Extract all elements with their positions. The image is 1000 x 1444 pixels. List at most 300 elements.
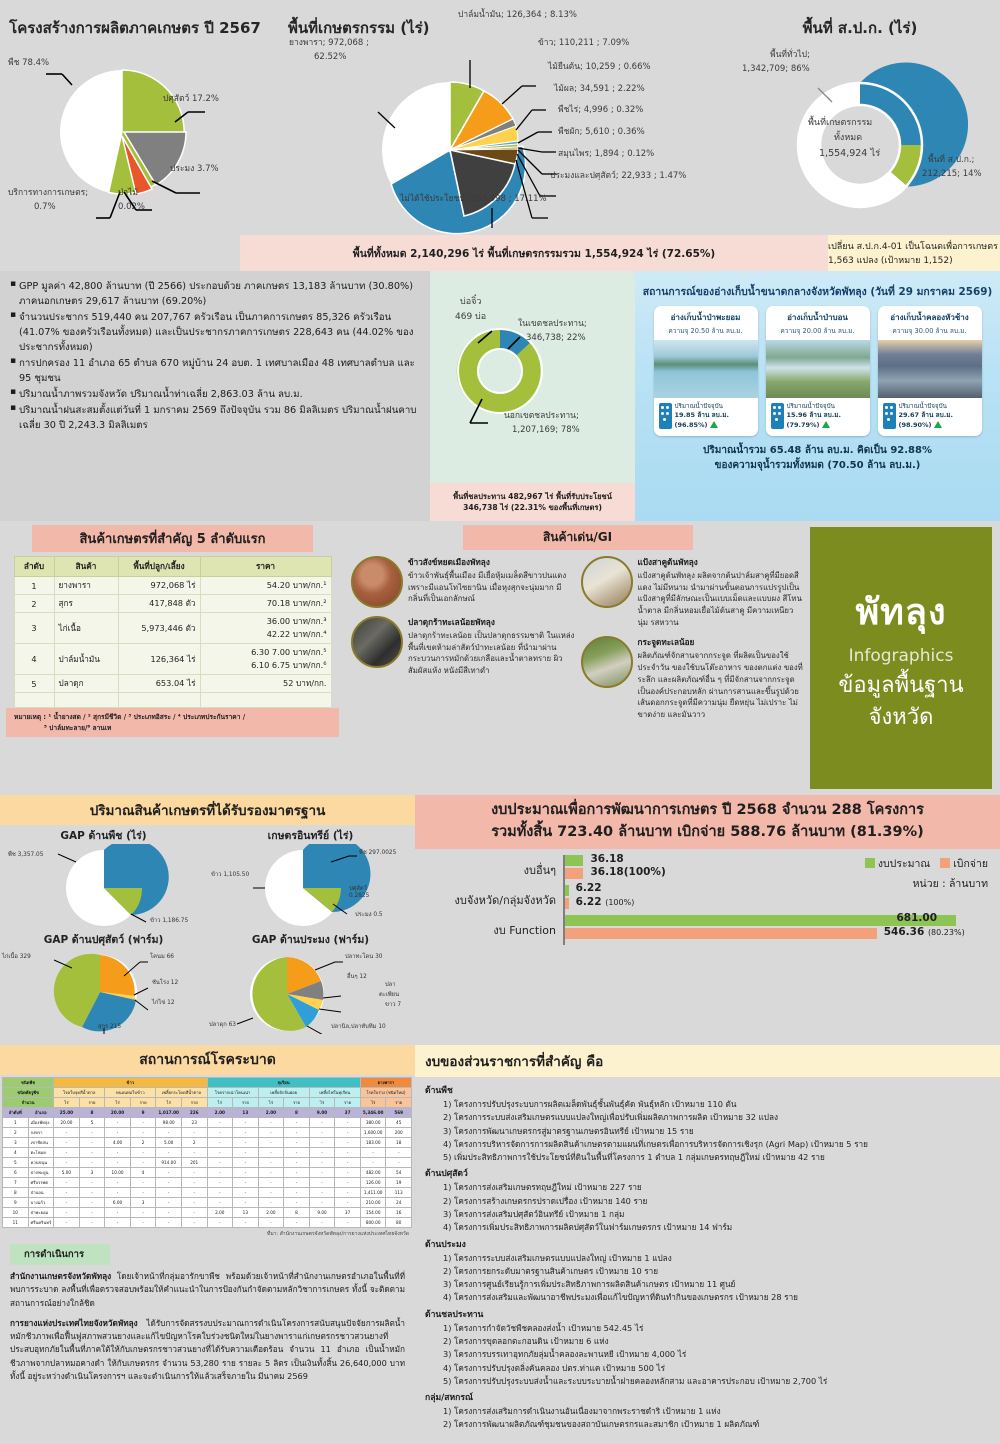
operations-panel [0, 1238, 415, 1383]
budget-bar-spent [565, 898, 569, 909]
cell-value: - [105, 1118, 131, 1128]
legend-budget-label: งบประมาณ [877, 857, 931, 870]
budget-value-spent: 546.36 (80.23%) [883, 925, 965, 938]
cell-amphoe: กงหรา [28, 1128, 54, 1138]
products-gi-row [0, 521, 1000, 795]
gap-organic-label-4: ประมง 0.5 [355, 912, 383, 918]
cell-value: 210.00 [360, 1198, 386, 1208]
up-triangle-icon [710, 421, 718, 428]
cell-value: - [130, 1218, 156, 1228]
reservoir-photo [654, 340, 758, 398]
chart1-title: โครงสร้างการผลิตภาคเกษตร ปี 2567 [9, 19, 261, 37]
pond-label: บ่อจิ๋ว [460, 297, 482, 307]
chart2-label-fieldcrop: พืชไร่; 4,996 ; 0.32% [558, 105, 644, 115]
cell-no: 1 [3, 1118, 29, 1128]
budget-bar-spent [565, 928, 877, 939]
brand-subtitle: Infographics [848, 645, 954, 666]
cell-value: - [360, 1158, 386, 1168]
op2-text: ได้รับการจัดสรรงบประมาณการดำเนินโครงการสนับสนุนปัจจัยการผลิตน้ำหมักชีวภาพเพื่อฟื้นฟูสภาพสวนยางและแก้ไขปัญหาโรคใบร่วงชนิดใหม่ในยางพาราแก่เกษตรกรชาวสวนยางที่ประสบอุทกภัยในพื้นที่ภาคใต้ให้กับเกษตรกรชาวสวนยางที่ได้รับความเดือดร้อน จำนวน 11 อำเภอ เป็นน้ำหมักชีวภาพจากปลาหมอคางดำ ให้กับเกษตรกร จำนวน 53,280 ราย รายละ 5 ลิตร เป็นเงินทั้งสิ้น 26,640,000 บาท ทั้งนี้ อยู่ระหว่างดำเนินโครงการฯ และจะดำเนินการให้แล้วเสร็จภายใน มีนาคม 2569 [10, 1317, 405, 1381]
cell-value: - [79, 1198, 105, 1208]
gi-desc: แป้งสาคูต้นพัทลุง ผลิตจากต้นปาล์มสาคูที่มียอดสีแดง ไม่มีหนาม นำมาผ่านขั้นตอนการแปรรูปเป็นแป้งสาคูที่มีลักษณะเป็นแบบเม็ดและแบบผง สีโทนน้ำตาล มีกลิ่นหอมเยื่อไม้ต้นสาคู มีความเหนียว นุ่ม รสหวาน [637, 571, 802, 627]
cell-value: - [233, 1158, 259, 1168]
table-header-row [3, 1098, 412, 1108]
gi-item [351, 616, 575, 677]
products-footnote [6, 708, 339, 737]
reservoir-card [878, 306, 982, 436]
cell-no: 7 [3, 1178, 29, 1188]
chart1-label-forest: ป่าไม้ [118, 188, 139, 198]
table-header-row [3, 1078, 412, 1088]
project-item: 2) โครงการยกระดับมาตรฐานสินค้าเกษตร เป้าหมาย 10 ราย [443, 1265, 659, 1276]
th-unit-rai: ไร่ [156, 1098, 182, 1108]
th-no: ลำดับที่ [3, 1108, 29, 1118]
cell-value: - [54, 1148, 80, 1158]
cell-value: - [309, 1138, 335, 1148]
gi-products-panel [345, 521, 810, 795]
current-volume-pct: (79.79%) [787, 421, 842, 430]
disease-source: ที่มา: สำนักงานเกษตรจังหวัดพัทลุง/การยางแห่งประเทศไทยจังหวัด [267, 1231, 409, 1237]
cell-price: 54.20 บาท/กก.¹ [200, 577, 331, 595]
cell-product: ไก่เนื้อ [54, 613, 118, 644]
cell-value: - [258, 1128, 284, 1138]
cell-no: 10 [3, 1208, 29, 1218]
cell-value: - [284, 1168, 310, 1178]
gap-organic-label-2: ข้าว 1,105.50 [211, 872, 250, 878]
cell-value: - [335, 1118, 361, 1128]
total-cell: 226 [181, 1108, 207, 1118]
th-amount: จำนวน [3, 1098, 54, 1108]
total-cell: 5,346.00 [360, 1108, 386, 1118]
gap-livestock-label-5: สุกร 215 [98, 1024, 122, 1030]
cell-rank: 3 [14, 613, 54, 644]
th-pest-4: โรครากเน่าโคนเน่า [207, 1088, 258, 1098]
cell-value: - [309, 1148, 335, 1158]
cell-value: - [130, 1148, 156, 1158]
summary-banner [0, 235, 1000, 271]
cell-value: - [258, 1198, 284, 1208]
cell-no: 9 [3, 1198, 29, 1208]
gap-fishery-label-4: ปลานิล,ปลาทับทิม 10 [331, 1024, 386, 1030]
cell-value: - [284, 1148, 310, 1158]
budget-bar-allocated [565, 855, 583, 866]
cell-area: 5,973,446 ตัว [118, 613, 200, 644]
chart1-label-forest-pct: 0.02% [118, 202, 146, 212]
cell-value: 80 [386, 1218, 412, 1228]
project-item: 5) โครงการปรับปรุงระบบส่งน้ำและระบบระบายน้ำฝายคลองหลักสาม และอาคารประกอบ เป้าหมาย 2,700 ไร่ [443, 1375, 828, 1386]
chart2-label-rubber-pct: 62.52% [314, 52, 347, 62]
banner-spk-conversion: เปลี่ยน ส.ป.ก.4-01 เป็นโฉนดเพื่อการเกษตร 1,563 แปลง (เป้าหมาย 1,152) [828, 235, 1000, 271]
gap-livestock-chart [0, 929, 207, 1033]
gi-desc: ปลาดุกร้าทะเลน้อย เป็นปลาดุกธรรมชาติ ในแหล่งพื้นที่เขตห้ามล่าสัตว์ป่าทะเลน้อย ที่นำมาผ่านกระบวนการหมักด้วยเกลือและน้ำตาลทราย ผิวสัมผัสแห้ง หนังมีสีเทาดำ [408, 631, 575, 676]
table-row [14, 644, 331, 675]
project-group-title: ด้านชลประทาน [425, 1309, 484, 1320]
chart2-label-palm: ปาล์มน้ำมัน; 126,364 ; 8.13% [458, 10, 577, 20]
cell-value: - [258, 1218, 284, 1228]
cell-value: - [207, 1198, 233, 1208]
project-item: 5) เพิ่มประสิทธิภาพการใช้ประโยชน์ที่ดินในพื้นที่โครงการ 1 ตำบล 1 กลุ่มเกษตรทฤษฎีใหม่ เป้าหมาย 42 ราย [443, 1152, 825, 1163]
project-item: 3) โครงการบรรเทาอุทกภัยลุ่มน้ำคลองละพานหยี เป้าหมาย 4,000 ไร่ [443, 1349, 687, 1360]
cell-value: 5.00 [54, 1168, 80, 1178]
cell-value: - [79, 1218, 105, 1228]
th-price: ราคา [200, 557, 331, 577]
th-rice-group: ข้าว [54, 1078, 207, 1088]
table-row [14, 577, 331, 595]
agri-area-chart [270, 0, 720, 235]
cell-value: - [207, 1118, 233, 1128]
cell-no: 8 [3, 1188, 29, 1198]
reservoir-footer [766, 398, 870, 436]
cell-value: 2 [181, 1138, 207, 1148]
table-row [3, 1158, 412, 1168]
table-row [3, 1138, 412, 1148]
budget-header-line2: รวมทั้งสิ้น 723.40 ล้านบาท เบิกจ่าย 588.76 ล้านบาท (81.39%) [491, 823, 924, 840]
gap-organic-caption: เกษตรอินทรีย์ (ไร่) [267, 830, 354, 842]
total-cell: 8 [79, 1108, 105, 1118]
cell-value: - [335, 1168, 361, 1178]
cell-amphoe: ป่าพะยอม [28, 1208, 54, 1218]
cell-value: - [181, 1178, 207, 1188]
budget-row [415, 852, 990, 885]
total-cell: 8 [284, 1108, 310, 1118]
cell-value: - [335, 1178, 361, 1188]
cell-value: 16 [386, 1208, 412, 1218]
current-volume-label: ปริมาณน้ำปัจจุบัน [898, 403, 947, 410]
chart3-title: พื้นที่ ส.ป.ก. (ไร่) [802, 19, 918, 37]
table-row [14, 613, 331, 644]
reservoir-title: สถานการณ์ของอ่างเก็บน้ำขนาดกลางจังหวัดพัทลุง (วันที่ 29 มกราคม 2569) [642, 286, 993, 298]
cell-value: - [284, 1128, 310, 1138]
cell-value: 4 [130, 1168, 156, 1178]
cell-value: - [335, 1138, 361, 1148]
brand-desc-line2: จังหวัด [868, 704, 934, 730]
th-unit-rai: ไร่ [360, 1098, 386, 1108]
th-unit-ray: ราย [284, 1098, 310, 1108]
gap-livestock-label-4: ไก่ไข่ 12 [152, 1000, 175, 1006]
budget-bar-spent [565, 868, 583, 879]
th-pest-6: เพลี้ยไฟในทุเรียน [309, 1088, 360, 1098]
cell-value: - [105, 1178, 131, 1188]
disease-table-body [3, 1118, 412, 1228]
cell-value: - [207, 1188, 233, 1198]
cell-value: 20.00 [54, 1118, 80, 1128]
project-group-title: ด้านประมง [425, 1239, 466, 1250]
current-volume-pct: (96.85%) [675, 421, 730, 430]
th-unit-rai: ไร่ [258, 1098, 284, 1108]
budget-row-label: งบอื่นๆ [523, 863, 556, 877]
cell-value: 2 [130, 1138, 156, 1148]
chart1-label-fishery: ประมง 3.7% [170, 164, 219, 174]
budget-value-allocated: 36.18 [590, 852, 624, 865]
th-durian-group: ทุเรียน [207, 1078, 360, 1088]
catfish-photo-icon [351, 616, 403, 668]
cell-value: - [105, 1188, 131, 1198]
cell-value: - [79, 1188, 105, 1198]
gap-charts-grid [0, 825, 415, 1033]
cell-value: 2.00 [207, 1208, 233, 1218]
cell-value: - [54, 1218, 80, 1228]
cell-value: - [105, 1158, 131, 1168]
chart2-label-rice: ข้าว; 110,211 ; 7.09% [538, 38, 630, 48]
province-name: พัทลุง [855, 591, 947, 633]
cell-value: 54 [386, 1168, 412, 1178]
table-row [3, 1128, 412, 1138]
brand-box [810, 527, 992, 789]
gap-crops-label-1: พืช 3,357.05 [8, 852, 44, 858]
th-unit-rai: ไร่ [207, 1098, 233, 1108]
cell-no: 5 [3, 1158, 29, 1168]
cell-value: - [181, 1128, 207, 1138]
project-item: 1) โครงการระบบส่งเสริมเกษตรแบบแปลงใหญ่ เป้าหมาย 1 แปลง [443, 1252, 672, 1263]
total-cell: 2.00 [207, 1108, 233, 1118]
cell-value: 200 [386, 1128, 412, 1138]
reservoir-name: อ่างเก็บน้ำป่าบอน [787, 313, 848, 322]
chart2-label-livestock-fishery: ประมงและปศุสัตว์; 22,933 ; 1.47% [550, 171, 687, 181]
th-unit-ray: ราย [386, 1098, 412, 1108]
table-row [3, 1208, 412, 1218]
gi-name: ปลาดุกร้าทะเลน้อยพัทลุง [408, 617, 495, 627]
chart3-label-spk-val: 212,215; 14% [922, 169, 982, 179]
cell-value: - [335, 1128, 361, 1138]
project-item: 2) โครงการระบบส่งเสริมเกษตรแบบแปลงใหญ่เพื่อปรับเพิ่มผลิตภาพการผลิต เป้าหมาย 32 แปลง [443, 1112, 779, 1123]
reservoir-summary-line2: ของความจุน้ำรวมทั้งหมด (70.50 ล้าน ลบ.ม.) [714, 459, 921, 471]
cell-rank: 5 [14, 675, 54, 693]
chart3-label-general-val: 1,342,709; 86% [742, 64, 810, 74]
project-item: 4) โครงการปรับปรุงตลิ่งคันคลอง ปตร.ท่าแค เป้าหมาย 500 ไร่ [443, 1362, 666, 1373]
gap-fishery-label-3b: ตะเพียน [379, 992, 400, 998]
gap-title: ปริมาณสินค้าเกษตรที่ได้รับรองมาตรฐาน [0, 795, 415, 825]
project-item: 1) โครงการปรับปรุงระบบการผลิตเมล็ดพันธุ์ชั้นพันธุ์คัด พันธุ์หลัก เป้าหมาย 110 ตัน [443, 1099, 737, 1109]
table-row [3, 1218, 412, 1228]
budget-panel [415, 795, 1000, 1045]
cell-value: - [105, 1148, 131, 1158]
cell-value: - [156, 1128, 182, 1138]
cell-value: - [335, 1198, 361, 1208]
budget-row-label: งบ Function [493, 923, 556, 937]
cell-value: 5 [79, 1118, 105, 1128]
gi-column-right [581, 556, 805, 729]
th-unit-rai: ไร่ [54, 1098, 80, 1108]
cell-value: 3 [130, 1198, 156, 1208]
cell-area: 653.04 ไร่ [118, 675, 200, 693]
cell-value: - [54, 1188, 80, 1198]
cell-value: - [335, 1158, 361, 1168]
cell-value: - [309, 1188, 335, 1198]
cell-value: - [207, 1168, 233, 1178]
chart3-label-general: พื้นที่ทั่วไป; [770, 50, 810, 60]
cell-value: 18 [386, 1138, 412, 1148]
gi-text [408, 616, 575, 677]
cell-no: 11 [3, 1218, 29, 1228]
disease-projects-row [0, 1045, 1000, 1444]
banner-spacer [0, 235, 240, 271]
th-unit-ray: ราย [335, 1098, 361, 1108]
project-item: 2) โครงการพัฒนาผลิตภัณฑ์ชุมชนของสถาบันเกษตรกรและสมาชิก เป้าหมาย 1 ผลิตภัณฑ์ [443, 1419, 760, 1430]
gi-desc: ข้าวเจ้าพันธุ์พื้นเมือง มีเยื่อหุ้มเมล็ดสีขาวปนแดง เพราะมีแอนโทไซยานิน เมื่อหุงสุกจะนุ่มมาก มีกลิ่นที่เป็นเอกลักษณ์ [408, 571, 567, 604]
budget-header-line1: งบประมาณเพื่อการพัฒนาการเกษตร ปี 2568 จำนวน 288 โครงการ [491, 802, 924, 818]
krajood-photo-icon [581, 636, 633, 688]
cell-value: - [54, 1158, 80, 1168]
table-total-row [3, 1108, 412, 1118]
cell-value: - [156, 1178, 182, 1188]
th-pest-7: โรคใบร่วง (ชนิดใหม่) [360, 1088, 411, 1098]
cell-value: - [258, 1158, 284, 1168]
gap-organic-label-1: พืช 297.0025 [359, 850, 397, 856]
chart2-title: พื้นที่เกษตรกรรม (ไร่) [288, 19, 430, 37]
cell-value: - [54, 1128, 80, 1138]
cell-value: - [284, 1188, 310, 1198]
cell-value: - [233, 1148, 259, 1158]
budget-unit: หน่วย : ล้านบาท [912, 877, 988, 890]
reservoir-stats [899, 402, 954, 430]
gap-crops-label-2: ข้าว 1,186.75 [150, 918, 189, 924]
disease-title: สถานการณ์โรคระบาด [0, 1045, 415, 1075]
total-cell: 9 [130, 1108, 156, 1118]
th-rubber-group: ยางพารา [360, 1078, 411, 1088]
cell-price: 36.00 บาท/กก.³ 42.22 บาท/กก.⁴ [200, 613, 331, 644]
gap-fishery-label-2: อื่นๆ 12 [347, 974, 367, 980]
cell-value: - [309, 1118, 335, 1128]
gpp-item: ▪ จำนวนประชากร 519,440 คน 207,767 ครัวเรือน เป็นภาคการเกษตร 85,326 ครัวเรือน (41.07% ของครัวเรือนทั้งหมด) และเป็นประชากรภาคการเกษตร 228,643 คน (44.02% ของประชากรทั้งหมด) [10, 310, 420, 355]
cell-value: - [207, 1148, 233, 1158]
cell-value: - [233, 1168, 259, 1178]
cell-value: - [156, 1208, 182, 1218]
chart3-center-line2: ทั้งหมด [834, 133, 863, 143]
cell-value: - [156, 1168, 182, 1178]
project-item: 1) โครงการส่งเสริมการดำเนินงานอันเนื่องมาจากพระราชดำริ เป้าหมาย 1 แห่ง [443, 1406, 721, 1417]
top-products-title: สินค้าเกษตรที่สำคัญ 5 ลำดับแรก [32, 525, 313, 552]
gpp-facts-panel [0, 271, 430, 521]
gpp-item: ▪ การปกครอง 11 อำเภอ 65 ตำบล 670 หมู่บ้าน 24 อบต. 1 เทศบาลเมือง 48 เทศบาลตำบล และ 95 ชุมชน [10, 356, 420, 386]
cell-no: 3 [3, 1138, 29, 1148]
chart2-label-vegetable: พืชผัก; 5,610 ; 0.36% [558, 127, 645, 137]
gap-fishery-label-1: ปลาทะโดน 30 [345, 954, 383, 960]
gpp-item: ▪ ปริมาณน้ำภาพรวมจังหวัด ปริมาณน้ำท่าเฉลี่ย 2,863.03 ล้าน ลบ.ม. [10, 387, 420, 402]
cell-value: - [233, 1218, 259, 1228]
cell-value: 380.00 [360, 1118, 386, 1128]
chart2-pie [270, 40, 720, 240]
irrigation-note [430, 483, 635, 521]
gi-text [638, 556, 805, 628]
top-products-table [14, 556, 332, 708]
th-product: สินค้า [54, 557, 118, 577]
cell-value: 37 [335, 1208, 361, 1218]
cell-area: 417,848 ตัว [118, 595, 200, 613]
gpp-list [10, 279, 420, 433]
table-row [3, 1198, 412, 1208]
reservoir-footer [654, 398, 758, 436]
cell-value: - [258, 1138, 284, 1148]
gap-livestock-label-3: ชันโรง 12 [152, 980, 179, 986]
in-irrigation-label: ในเขตชลประทาน; [518, 319, 587, 329]
budget-row [415, 911, 990, 945]
brand-desc-line1: ข้อมูลพื้นฐาน [838, 672, 964, 698]
table-header-row [14, 557, 331, 577]
cell-value: - [156, 1148, 182, 1158]
rice-photo-icon [351, 556, 403, 608]
cell-value: - [156, 1198, 182, 1208]
water-gauge-icon [883, 403, 896, 429]
up-triangle-icon [822, 421, 830, 428]
project-group-title: กลุ่ม/สหกรณ์ [425, 1393, 473, 1404]
cell-value: - [130, 1178, 156, 1188]
cell-value: - [156, 1188, 182, 1198]
cell-value: - [360, 1148, 386, 1158]
chart2-label-herb: สมุนไพร; 1,894 ; 0.12% [558, 149, 655, 159]
chart1-label-crops: พืช 78.4% [8, 58, 50, 68]
cell-value: - [130, 1188, 156, 1198]
legend-spend-label: เบิกจ่าย [953, 857, 988, 870]
project-item: 3) โครงการศูนย์เรียนรู้การเพิ่มประสิทธิภาพการผลิตสินค้าเกษตร เป้าหมาย 11 ศูนย์ [443, 1279, 736, 1290]
gap-fishery-label-3c: ขาว 7 [385, 1002, 402, 1008]
total-cell: 1,017.00 [156, 1108, 182, 1118]
gi-name: ข้าวสังข์หยดเมืองพัทลุง [408, 557, 490, 567]
cell-amphoe: ปากพะยูน [28, 1168, 54, 1178]
cell-product: ยางพารา [54, 577, 118, 595]
reservoir-cards [635, 306, 1000, 436]
chart1-label-service: บริการทางการเกษตร; [8, 188, 89, 198]
op1-org: สำนักงานเกษตรจังหวัดพัทลุง [10, 1271, 112, 1281]
cell-value: 1,411.00 [360, 1188, 386, 1198]
budget-value-allocated: 6.22 [575, 881, 602, 894]
top-products-panel [0, 521, 345, 795]
cell-value: - [309, 1158, 335, 1168]
gap-budget-row [0, 795, 1000, 1045]
cell-value: - [207, 1128, 233, 1138]
chart2-label-perennial: ไม้ยืนต้น; 10,259 ; 0.66% [548, 62, 651, 72]
cell-value: 113 [386, 1188, 412, 1198]
cell-value: - [258, 1118, 284, 1128]
cell-value: - [130, 1118, 156, 1128]
th-pest-3: เพลี้ยกระโดดสีน้ำตาล [156, 1088, 207, 1098]
cell-product: ปาล์มน้ำมัน [54, 644, 118, 675]
top-charts-row [0, 0, 1000, 235]
chart1-label-livestock: ปศุสัตว์ 17.2% [163, 94, 219, 104]
cell-value: - [233, 1178, 259, 1188]
budget-row-label: งบจังหวัด/กลุ่มจังหวัด [454, 893, 556, 907]
cell-value: - [79, 1128, 105, 1138]
cell-value: 4.00 [105, 1138, 131, 1148]
table-row [3, 1148, 412, 1158]
budget-row-bars [563, 911, 990, 945]
cell-value: 3 [79, 1168, 105, 1178]
cell-value: - [284, 1198, 310, 1208]
cell-value: - [233, 1118, 259, 1128]
cell-value: - [79, 1148, 105, 1158]
op1-text: โดยเจ้าหน้าที่กลุ่มอารักขาพืช พร้อมด้วยเจ้าหน้าที่สำนักงานเกษตรอำเภอในพื้นที่ที่พบการระบาด ลงพื้นที่เพื่อตรวจสอบพร้อมให้คำแนะนำในการป้องกันกำจัดตามหลักวิชาการเกษตร ทั้งนี้ จะติดตามสถานการณ์อย่างใกล้ชิด [10, 1271, 405, 1308]
cell-value: - [207, 1178, 233, 1188]
gpp-item: ▪ ปริมาณน้ำฝนสะสมตั้งแต่วันที่ 1 มกราคม 2569 ถึงปัจจุบัน รวม 86 มิลลิเมตร ปริมาณน้ำฝนคาบเฉลี่ย 30 ปี 2,243.3 มิลลิเมตร [10, 403, 420, 433]
cell-value: - [258, 1168, 284, 1178]
cell-rank: 2 [14, 595, 54, 613]
cell-no: 2 [3, 1128, 29, 1138]
cell-value: - [105, 1208, 131, 1218]
current-volume-pct: (98.90%) [899, 421, 954, 430]
cell-value: 183.00 [360, 1138, 386, 1148]
th-unit-rai: ไร่ [105, 1098, 131, 1108]
gap-livestock-caption: GAP ด้านปศุสัตว์ (ฟาร์ม) [43, 934, 164, 946]
current-volume-value: 29.67 ล้าน ลบ.ม. [898, 411, 953, 420]
cell-value: 10.00 [105, 1168, 131, 1178]
cell-value: 8 [284, 1208, 310, 1218]
gap-fishery-label-5: ปลาดุก 63 [209, 1022, 236, 1028]
total-cell: 569 [386, 1108, 412, 1118]
brand-desc [838, 670, 963, 734]
project-item: 2) โครงการสร้างเกษตรกรปราดเปรื่อง เป้าหมาย 140 ราย [443, 1195, 648, 1206]
gap-crops-caption: GAP ด้านพืช (ไร่) [60, 830, 147, 842]
cell-value: 24 [386, 1198, 412, 1208]
th-amphoe: อำเภอ [28, 1108, 54, 1118]
total-cell: 2.00 [258, 1108, 284, 1118]
